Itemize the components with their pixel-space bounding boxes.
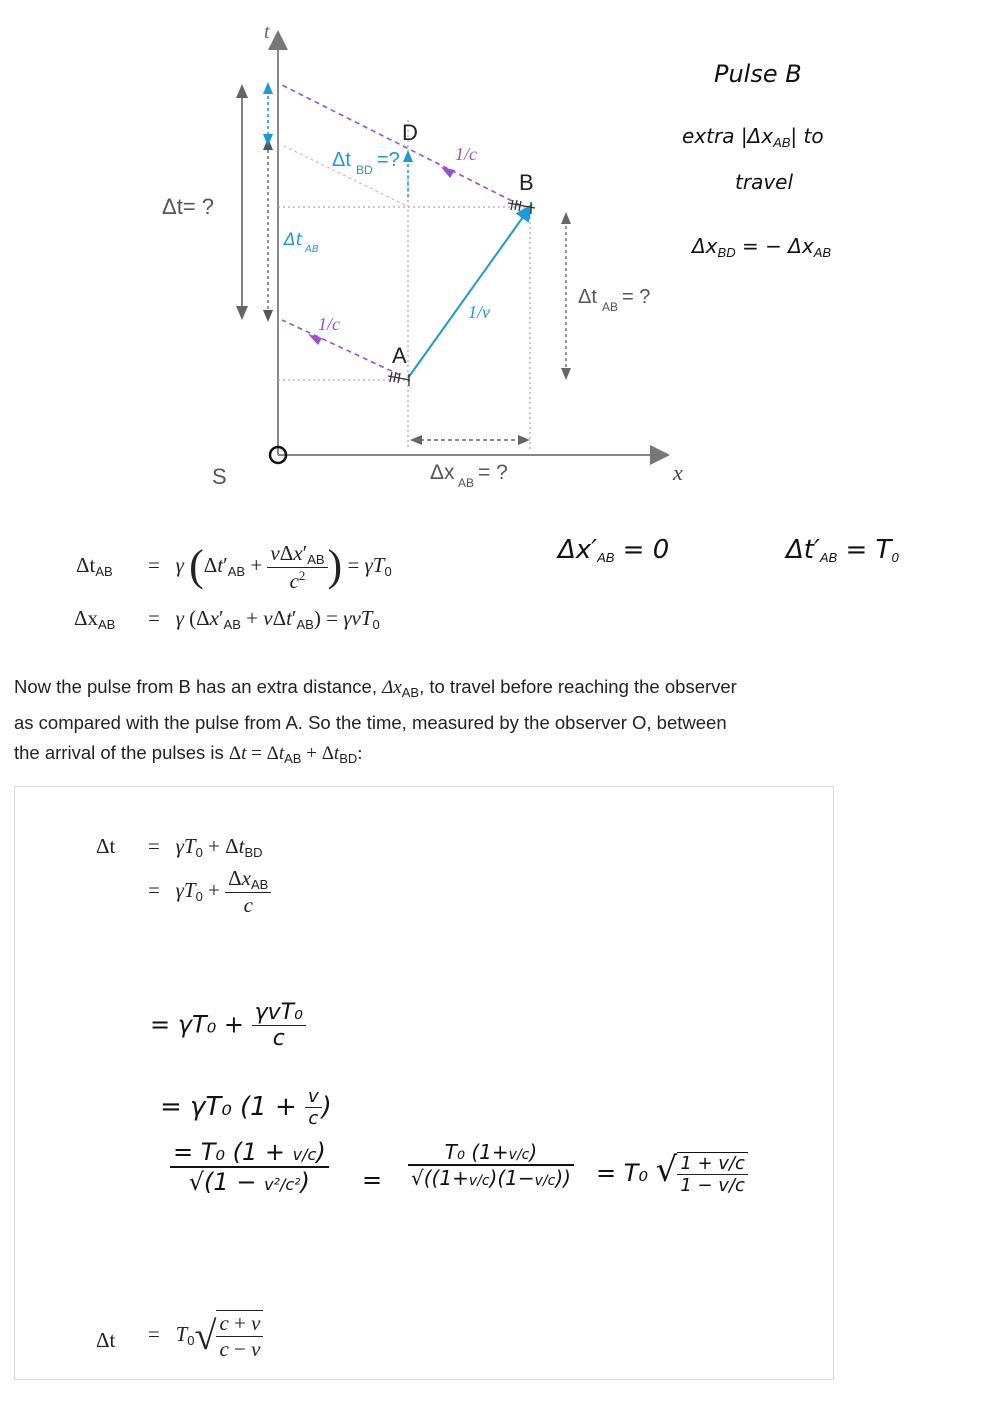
x-axis-label: x — [673, 460, 683, 485]
event-d-label: D — [402, 120, 418, 145]
speed-label: 1/v — [468, 302, 490, 322]
pulse-b-note: Pulse B — [714, 60, 802, 88]
svg-text:Δt: Δt — [332, 149, 351, 171]
svg-text:AB: AB — [602, 300, 619, 314]
box-lhs: Δt — [96, 834, 116, 858]
svg-text:= ?: = ? — [622, 286, 651, 308]
svg-text:BD: BD — [356, 163, 373, 177]
svg-text:= ?: = ? — [478, 461, 508, 484]
hand-step1: = γT₀ + $\frac{\text{γvT₀}}{c}$ — [150, 1000, 306, 1051]
event-b-label: B — [519, 170, 534, 195]
svg-text:Δt: Δt — [578, 286, 597, 308]
hand-step4: $\frac{\text{T₀ (1+v/c)}}{√((1+v/c)(1-v/c))}$ — [408, 1140, 574, 1190]
guide-lines — [278, 120, 530, 450]
dt-ab-down-arrow-icon — [263, 310, 273, 322]
svg-text:Δx: Δx — [430, 461, 455, 484]
eq-dx-ab: $\Delta x_{AB}$ — [74, 606, 116, 632]
derivation-box — [14, 786, 834, 1380]
final-rhs: = $T_0√$ $\frac{c + v}{c - v}$ — [148, 1310, 263, 1362]
extra-note-line2: travel — [735, 170, 794, 194]
dx-ab-label — [430, 461, 508, 490]
dx-relation-note: $\Delta x_{BD}$ = − $\Delta x_{AB}$ — [692, 234, 832, 260]
svg-text:=?: =? — [377, 149, 400, 171]
dt-label: Δt= ? — [162, 194, 215, 219]
box-line2: = $\gamma T_0$ + $\frac{\Delta x_{AB}}{c}$ — [148, 866, 271, 918]
dt-bd-arrow-icon — [403, 150, 413, 162]
svg-text:AB: AB — [458, 476, 475, 490]
light-b-label: 1/c — [455, 144, 477, 164]
light-pulse-from-a — [282, 320, 400, 375]
spacetime-diagram — [0, 0, 998, 520]
light-pulse-from-b — [282, 85, 520, 205]
dt-ab-right-up-icon — [561, 212, 571, 224]
dt-ab-right-down-icon — [561, 368, 571, 380]
hand-step2: = γT₀ (1 + $\frac{v}{c}$ ) — [160, 1086, 332, 1129]
eq-dt-ab: $\Delta t_{AB}$ — [76, 553, 113, 579]
dx-right-arrow-icon — [518, 435, 530, 445]
light-b-arrow-icon — [441, 167, 455, 178]
dt-ab-margin-label — [282, 230, 319, 255]
t-axis-label: t — [264, 21, 270, 43]
hand-step4-eq: = — [362, 1166, 383, 1194]
dt-up-arrow-icon — [236, 84, 248, 98]
event-b-marker — [508, 200, 535, 214]
box-line1: = $\gamma T_0 + \Delta t_{BD}$ — [148, 834, 263, 860]
dx-left-arrow-icon — [410, 435, 422, 445]
extra-note-line1: extra $|\Delta x_{AB}|$ to — [682, 124, 824, 150]
light-a-label: 1/c — [318, 314, 340, 334]
svg-text:AB: AB — [305, 244, 319, 255]
svg-text:Δt: Δt — [284, 230, 303, 250]
hand-step3: $\frac{\text{= T₀ (1 + v/c)}}{\text{√(1 − v²/c²)}}$ — [170, 1138, 329, 1196]
event-a-label: A — [392, 343, 407, 368]
frame-label: S — [212, 464, 227, 489]
dx-prime-note: $\Delta x'_{AB} = 0$ — [558, 535, 670, 565]
dt-down-arrow-icon — [236, 306, 248, 320]
eq-dx-ab-rhs: = γ $(\Delta x'_{AB} + v\Delta t'_{AB}) = \gamma vT_0$ — [148, 606, 380, 632]
final-lhs: Δt — [96, 1328, 116, 1352]
hand-step5: = T₀ √ $\frac{1 + v/c}{1 - v/c}$ — [596, 1150, 748, 1196]
dt-bd-up-arrow-icon — [263, 82, 273, 94]
dt-ab-label — [578, 286, 650, 314]
dt-bd-label — [332, 149, 400, 177]
eq-dt-ab-rhs: = γ ($\Delta t'_{AB}$ + $\frac{v\Delta x'_{AB}}{c^2}$ ) = $\gamma T_0$ — [148, 540, 392, 593]
dt-bd-down-arrow-icon — [263, 134, 273, 146]
worldline-ab — [408, 210, 528, 378]
dt-prime-note: $\Delta t'_{AB} = T_0$ — [786, 535, 899, 565]
explanation-paragraph: Now the pulse from B has an extra distance, $\Delta x_{AB}$, to travel before reaching the observer as compared with the pulse from A. So the time, measured by the observer O, between the arrival of the pulses is $\Delta t = \Delta t_{AB} + \Delta t_{BD}$: — [14, 676, 737, 766]
